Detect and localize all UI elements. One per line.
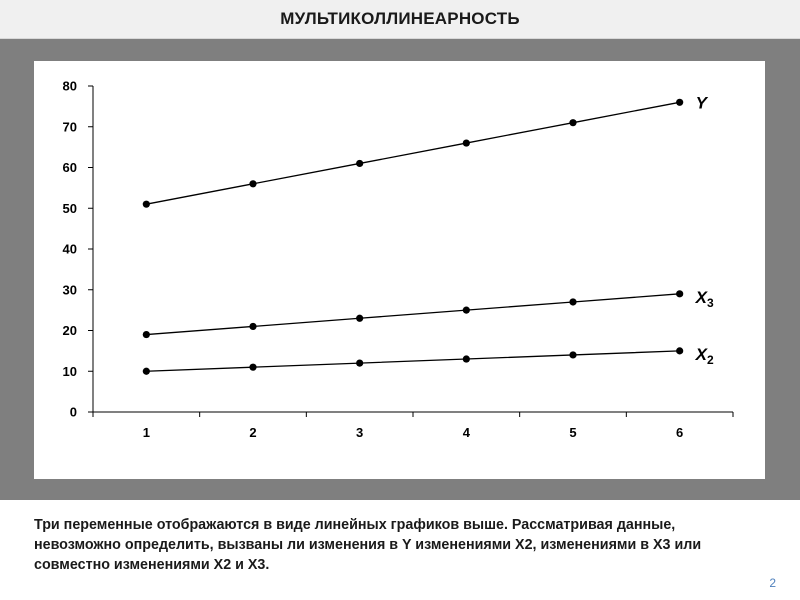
data-point-y — [676, 99, 683, 106]
data-point-x2 — [569, 351, 576, 358]
data-point-x2 — [249, 364, 256, 371]
x-tick-label: 2 — [249, 425, 257, 440]
series-label-y: Y — [695, 93, 708, 113]
data-point-x2 — [356, 360, 363, 367]
y-tick-label: 50 — [62, 200, 77, 216]
y-tick-label: 30 — [62, 282, 77, 298]
data-point-y — [249, 180, 256, 187]
y-tick-label: 20 — [62, 323, 77, 338]
y-tick-label: 60 — [62, 160, 77, 175]
line-chart — [34, 61, 765, 479]
data-point-x3 — [356, 315, 363, 322]
x-tick-label: 5 — [569, 425, 577, 440]
x-tick-label: 4 — [462, 425, 470, 440]
data-point-x2 — [143, 368, 150, 375]
data-point-x3 — [676, 290, 683, 297]
series-line-x2 — [146, 351, 679, 371]
x-tick-label: 1 — [142, 425, 150, 440]
series-label-x3: $X_3$ — [695, 287, 714, 310]
data-point-y — [356, 160, 363, 167]
data-point-y — [569, 119, 576, 126]
data-point-x3 — [143, 331, 150, 338]
page-number: 2 — [769, 576, 776, 590]
slide-title: МУЛЬТИКОЛЛИНЕАРНОСТЬ — [280, 9, 520, 28]
data-point-y — [143, 201, 150, 208]
x-tick-label: 6 — [676, 425, 684, 440]
slide-caption: Три переменные отображаются в виде линейных графиков выше. Рассматривая данные, невозможно определить, вызваны ли изменения в Y изменениями X2, изменениями в X3 или совместно изменениями X2 и X3. — [34, 517, 702, 573]
slide-header — [0, 0, 800, 39]
y-tick-label: 0 — [69, 404, 77, 420]
series-line-x3 — [146, 294, 679, 335]
data-point-x3 — [463, 307, 470, 314]
x-tick-label: 3 — [356, 425, 364, 440]
chart-area — [34, 61, 765, 479]
data-point-x3 — [249, 323, 256, 330]
y-tick-label: 10 — [62, 363, 77, 379]
data-point-x2 — [463, 355, 470, 362]
y-tick-label: 40 — [62, 241, 77, 257]
y-tick-label: 70 — [62, 119, 77, 135]
series-label-x2: $X_2$ — [695, 344, 714, 367]
data-point-x2 — [676, 347, 683, 354]
series-line-y — [146, 102, 679, 204]
y-tick-label: 80 — [62, 78, 77, 94]
data-point-y — [463, 139, 470, 146]
data-point-x3 — [569, 298, 576, 305]
